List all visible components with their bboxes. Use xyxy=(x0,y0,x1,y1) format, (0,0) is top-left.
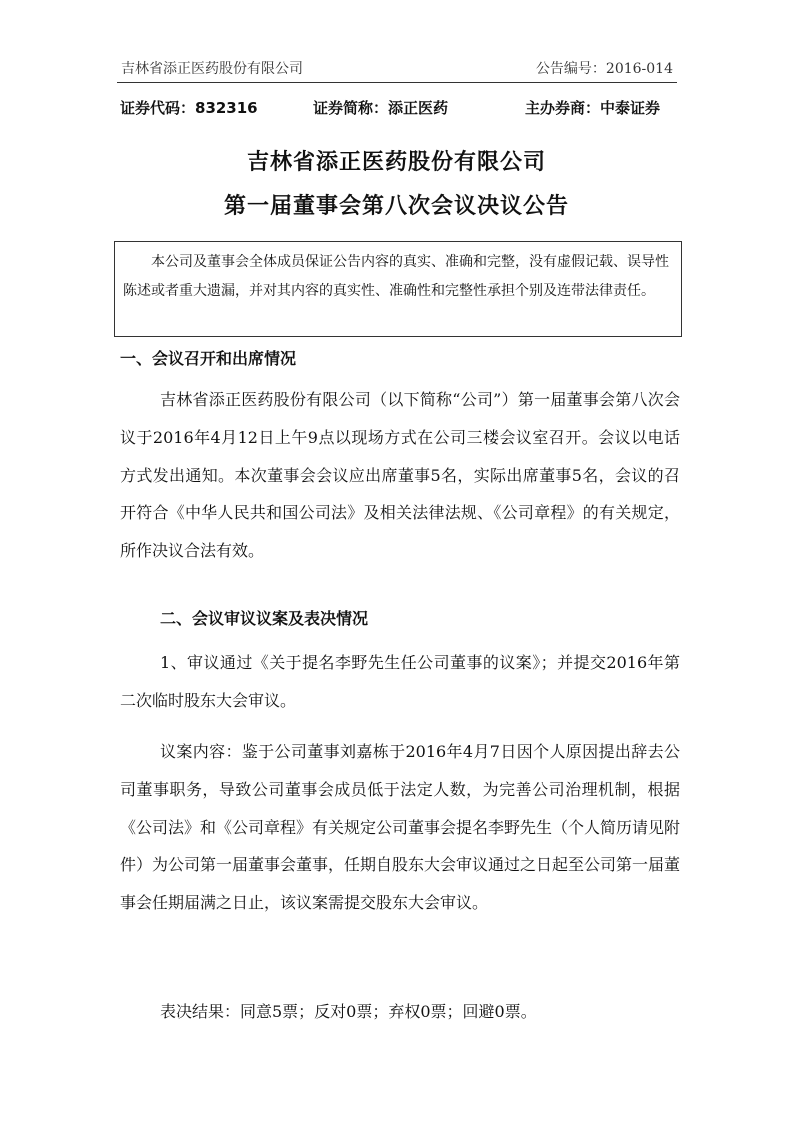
security-code: 证券代码：832316 xyxy=(120,99,258,117)
title-line-2: 第一届董事会第八次会议决议公告 xyxy=(223,194,569,219)
header-announcement-no: 公告编号：2016-014 xyxy=(535,61,673,77)
disclaimer-box: 本公司及董事会全体成员保证公告内容的真实、准确和完整，没有虚假记载、误导性陈述或者重大遗漏，并对其内容的真实性、准确性和完整性承担个别及连带法律责任。 xyxy=(114,241,682,337)
section-2-vote-result: 表决结果：同意5票；反对0票；弃权0票；回避0票。 xyxy=(160,1002,537,1021)
section-2-heading: 二、会议审议议案及表决情况 xyxy=(160,609,369,628)
security-info xyxy=(120,97,680,119)
section-2-proposal-content: 议案内容：鉴于公司董事刘嘉栋于2016年4月7日因个人原因提出辞去公司董事职务，导致公司董事会成员低于法定人数，为完善公司治理机制，根据《公司法》和《公司章程》有关规定公司董事会提名李野先生（个人简历请见附件）为公司第一届董事会董事，任期自股东大会审议通过之日起至公司第一届董事会任期届满之日止，该议案需提交股东大会审议。 xyxy=(120,742,681,913)
header-company: 吉林省添正医药股份有限公司 xyxy=(121,61,303,77)
title-line-1: 吉林省添正医药股份有限公司 xyxy=(246,150,546,175)
page-header xyxy=(117,58,677,83)
section-2-item-1: 1、审议通过《关于提名李野先生任公司董事的议案》；并提交2016年第二次临时股东大会审议。 xyxy=(120,653,680,710)
broker: 主办券商：中泰证券 xyxy=(525,99,661,117)
section-1-body: 吉林省添正医药股份有限公司（以下简称“公司”）第一届董事会第八次会议于2016年4月12日上午9点以现场方式在公司三楼会议室召开。会议以电话方式发出通知。本次董事会会议应出席董事5名，实际出席董事5名，会议的召开符合《中华人民共和国公司法》及相关法律法规、《公司章程》的有关规定，所作决议合法有效。 xyxy=(120,390,680,561)
security-short-name: 证券简称：添正医药 xyxy=(313,99,449,117)
section-1-heading: 一、会议召开和出席情况 xyxy=(120,349,297,368)
